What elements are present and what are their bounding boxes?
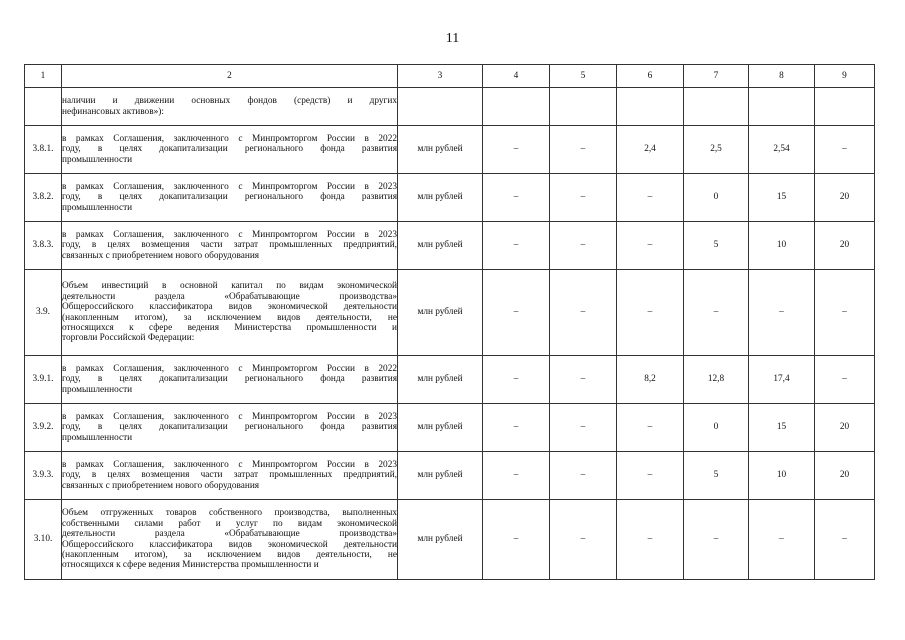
- description-line: году, в целях докапитализации регионального фонда развития: [62, 192, 397, 203]
- unit-cell: млн рублей: [398, 404, 483, 452]
- unit-cell: млн рублей: [398, 500, 483, 580]
- column-header: 2: [62, 65, 398, 88]
- row-number: [25, 88, 62, 126]
- value-cell: –: [617, 270, 684, 356]
- table-row: [25, 404, 875, 452]
- unit-cell: млн рублей: [398, 222, 483, 270]
- unit-cell: млн рублей: [398, 126, 483, 174]
- value-cell: –: [815, 356, 875, 404]
- row-number: 3.9.2.: [25, 404, 62, 452]
- indicator-description: [62, 500, 398, 580]
- value-cell: –: [483, 404, 550, 452]
- description-line: году, в целях докапитализации регионального фонда развития: [62, 374, 397, 385]
- description-line: году, в целях возмещения части затрат промышленных предприятий,: [62, 240, 397, 251]
- description-line: (накопленным итогом), за исключением видов деятельности, не: [62, 549, 397, 560]
- description-line: году, в целях возмещения части затрат промышленных предприятий,: [62, 470, 397, 481]
- value-cell: [483, 88, 550, 126]
- value-cell: –: [617, 174, 684, 222]
- value-cell: [684, 88, 749, 126]
- indicators-table: [24, 64, 875, 580]
- description-line: в рамках Соглашения, заключенного с Минпромторгом России в 2023: [62, 181, 397, 192]
- column-header: 9: [815, 65, 875, 88]
- value-cell: 12,8: [684, 356, 749, 404]
- value-cell: –: [815, 270, 875, 356]
- value-cell: –: [483, 174, 550, 222]
- value-cell: [617, 88, 684, 126]
- value-cell: –: [483, 126, 550, 174]
- value-cell: –: [550, 356, 617, 404]
- table-row: [25, 356, 875, 404]
- table-row: [25, 452, 875, 500]
- value-cell: 0: [684, 404, 749, 452]
- indicator-description: [62, 270, 398, 356]
- value-cell: [550, 88, 617, 126]
- description-line: деятельности раздела «Обрабатывающие производства»: [62, 529, 397, 540]
- value-cell: [815, 88, 875, 126]
- value-cell: –: [550, 126, 617, 174]
- indicator-description: [62, 88, 398, 126]
- column-header: 6: [617, 65, 684, 88]
- value-cell: –: [617, 452, 684, 500]
- description-line: деятельности раздела «Обрабатывающие производства»: [62, 291, 397, 302]
- description-line: промышленности: [62, 202, 133, 213]
- value-cell: –: [483, 356, 550, 404]
- value-cell: –: [483, 222, 550, 270]
- row-number: 3.9.1.: [25, 356, 62, 404]
- description-line: Объем инвестиций в основной капитал по видам экономической: [62, 281, 397, 292]
- value-cell: –: [815, 500, 875, 580]
- row-number: 3.9.: [25, 270, 62, 356]
- unit-cell: млн рублей: [398, 270, 483, 356]
- row-number: 3.8.3.: [25, 222, 62, 270]
- row-number: 3.10.: [25, 500, 62, 580]
- value-cell: –: [550, 452, 617, 500]
- value-cell: –: [483, 500, 550, 580]
- table-row: [25, 222, 875, 270]
- indicator-description: [62, 452, 398, 500]
- value-cell: 15: [749, 174, 815, 222]
- description-line: относящихся к сфере ведения Министерства промышленности и: [62, 560, 319, 571]
- value-cell: 2,5: [684, 126, 749, 174]
- value-cell: 17,4: [749, 356, 815, 404]
- description-line: относящихся к сфере ведения Министерства промышленности и: [62, 322, 397, 333]
- value-cell: 8,2: [617, 356, 684, 404]
- value-cell: 5: [684, 222, 749, 270]
- value-cell: –: [749, 270, 815, 356]
- value-cell: –: [550, 404, 617, 452]
- value-cell: –: [684, 500, 749, 580]
- indicator-description: [62, 356, 398, 404]
- value-cell: 5: [684, 452, 749, 500]
- row-number: 3.8.1.: [25, 126, 62, 174]
- value-cell: 10: [749, 452, 815, 500]
- value-cell: –: [617, 500, 684, 580]
- row-number: 3.8.2.: [25, 174, 62, 222]
- table-body: [25, 88, 875, 580]
- indicator-description: [62, 126, 398, 174]
- table-row: [25, 88, 875, 126]
- value-cell: –: [550, 174, 617, 222]
- description-line: в рамках Соглашения, заключенного с Минпромторгом России в 2023: [62, 229, 397, 240]
- value-cell: –: [483, 270, 550, 356]
- unit-cell: [398, 88, 483, 126]
- description-line: связанных с приобретением нового оборудования: [62, 480, 260, 491]
- value-cell: 2,54: [749, 126, 815, 174]
- description-line: промышленности: [62, 432, 133, 443]
- column-header: 4: [483, 65, 550, 88]
- value-cell: 20: [815, 404, 875, 452]
- value-cell: –: [550, 270, 617, 356]
- value-cell: 10: [749, 222, 815, 270]
- description-line: промышленности: [62, 384, 133, 395]
- unit-cell: млн рублей: [398, 356, 483, 404]
- description-line: в рамках Соглашения, заключенного с Минпромторгом России в 2022: [62, 133, 397, 144]
- value-cell: –: [483, 452, 550, 500]
- value-cell: –: [550, 222, 617, 270]
- value-cell: –: [684, 270, 749, 356]
- description-line: наличии и движении основных фондов (средств) и других: [62, 96, 397, 107]
- description-line: Объем отгруженных товаров собственного производства, выполненных: [62, 508, 397, 519]
- table-row: [25, 174, 875, 222]
- unit-cell: млн рублей: [398, 452, 483, 500]
- description-line: собственными силами работ и услуг по видам экономической: [62, 518, 397, 529]
- value-cell: –: [815, 126, 875, 174]
- value-cell: 20: [815, 452, 875, 500]
- table-row: [25, 126, 875, 174]
- description-line: (накопленным итогом), за исключением видов деятельности, не: [62, 312, 397, 323]
- value-cell: –: [617, 222, 684, 270]
- indicator-description: [62, 222, 398, 270]
- indicator-description: [62, 174, 398, 222]
- value-cell: –: [550, 500, 617, 580]
- value-cell: 15: [749, 404, 815, 452]
- description-line: году, в целях докапитализации регионального фонда развития: [62, 144, 397, 155]
- value-cell: –: [617, 404, 684, 452]
- description-line: Общероссийского классификатора видов экономической деятельности: [62, 302, 397, 313]
- page-number: 11: [445, 31, 460, 46]
- row-number: 3.9.3.: [25, 452, 62, 500]
- unit-cell: млн рублей: [398, 174, 483, 222]
- value-cell: 0: [684, 174, 749, 222]
- value-cell: 2,4: [617, 126, 684, 174]
- column-header: 3: [398, 65, 483, 88]
- value-cell: –: [749, 500, 815, 580]
- description-line: в рамках Соглашения, заключенного с Минпромторгом России в 2023: [62, 459, 397, 470]
- description-line: торговли Российской Федерации:: [62, 333, 195, 344]
- description-line: году, в целях докапитализации регионального фонда развития: [62, 422, 397, 433]
- description-line: промышленности: [62, 154, 133, 165]
- description-line: в рамках Соглашения, заключенного с Минпромторгом России в 2023: [62, 411, 397, 422]
- table-row: [25, 500, 875, 580]
- column-header: 5: [550, 65, 617, 88]
- value-cell: 20: [815, 174, 875, 222]
- column-header: 8: [749, 65, 815, 88]
- value-cell: [749, 88, 815, 126]
- table-header-row: [25, 65, 875, 88]
- indicator-description: [62, 404, 398, 452]
- description-line: нефинансовых активов»):: [62, 106, 164, 117]
- column-header: 1: [25, 65, 62, 88]
- column-header: 7: [684, 65, 749, 88]
- description-line: связанных с приобретением нового оборудования: [62, 250, 260, 261]
- value-cell: 20: [815, 222, 875, 270]
- table-row: [25, 270, 875, 356]
- description-line: в рамках Соглашения, заключенного с Минпромторгом России в 2022: [62, 363, 397, 374]
- description-line: Общероссийского классификатора видов экономической деятельности: [62, 539, 397, 550]
